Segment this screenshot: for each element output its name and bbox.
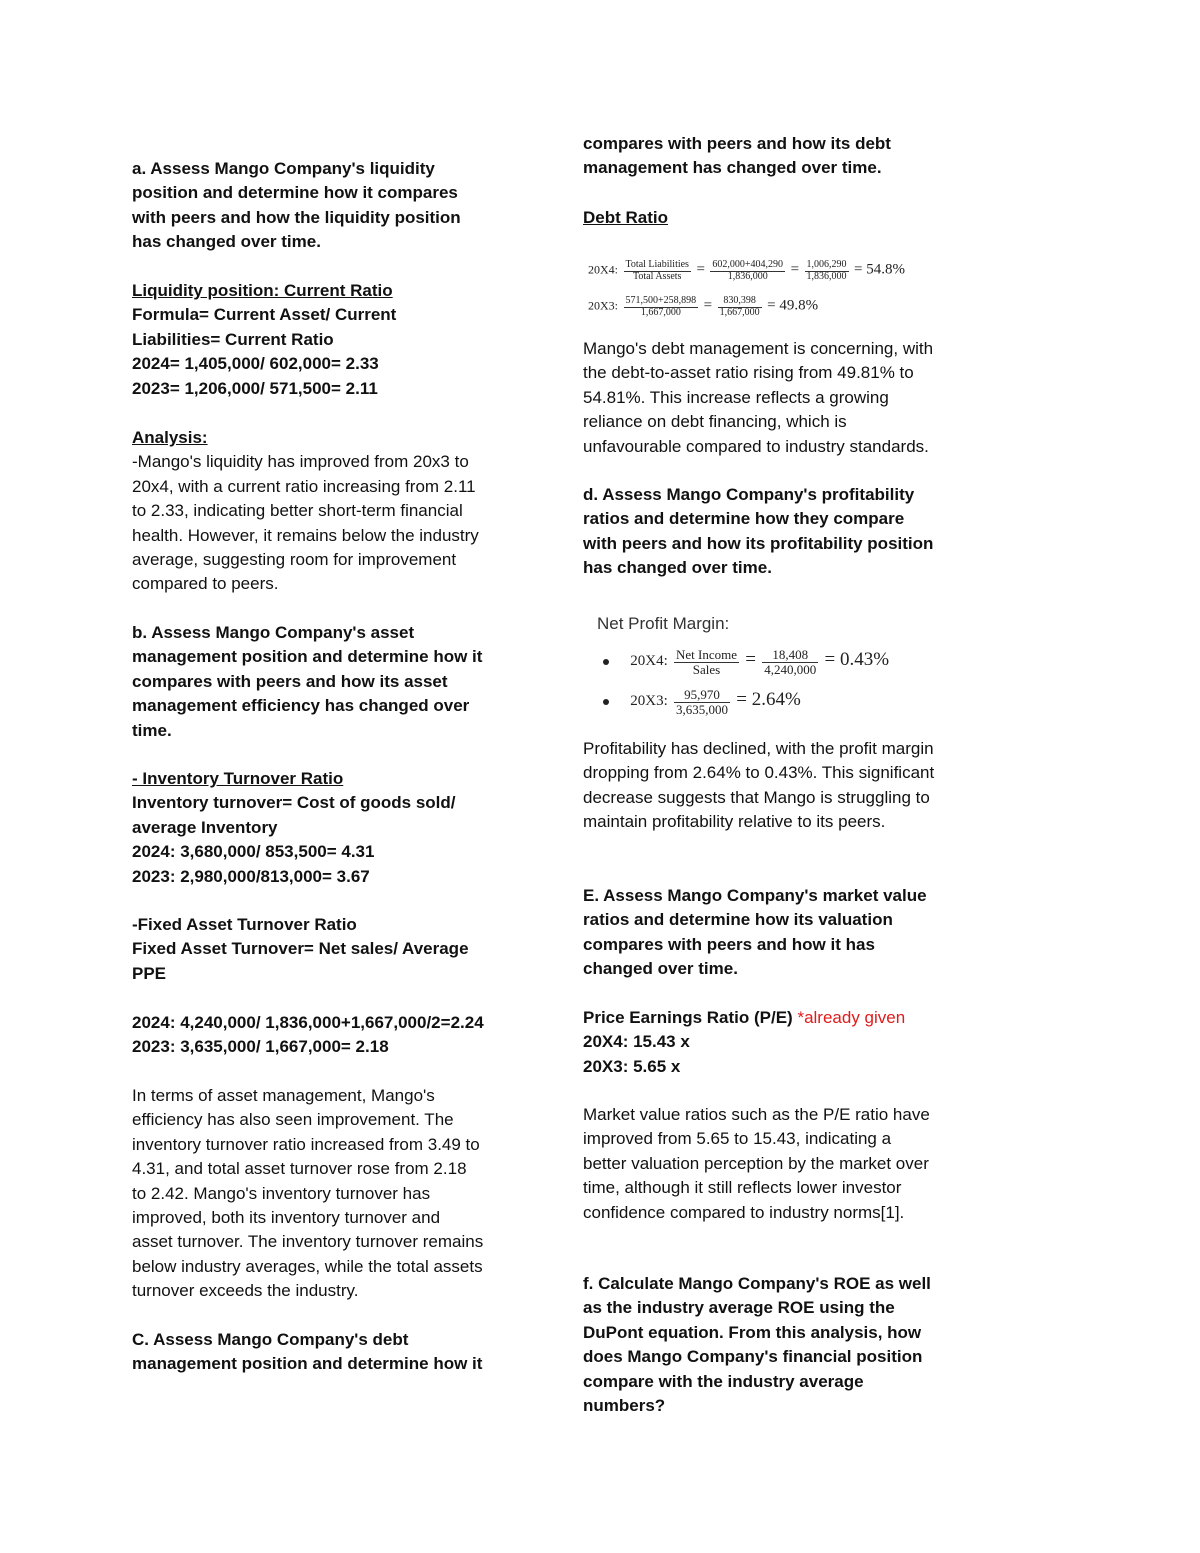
heading-line: C. Assess Mango Company's debt bbox=[132, 1330, 409, 1349]
liquidity-line: Liabilities= Current Ratio bbox=[132, 329, 334, 349]
fixed-asset-calc-line: 2024: 4,240,000/ 1,836,000+1,667,000/2=2.24 bbox=[132, 1013, 484, 1032]
equation-result: = 54.8% bbox=[854, 261, 905, 278]
paragraph-line: Market value ratios such as the P/E ratio have bbox=[583, 1105, 930, 1124]
fraction-denominator: Total Assets bbox=[632, 270, 682, 282]
paragraph-line: asset turnover. The inventory turnover remains bbox=[132, 1232, 484, 1252]
debt-ratio-title bbox=[583, 206, 978, 230]
inventory-line: Inventory turnover= Cost of goods sold/ bbox=[132, 793, 456, 813]
paragraph-line: 4.31, and total asset turnover rose from 2.18 bbox=[132, 1159, 467, 1179]
pe-title: Price Earnings Ratio (P/E) bbox=[583, 1008, 798, 1027]
paragraph-line: the debt-to-asset ratio rising from 49.81% to bbox=[583, 363, 914, 383]
heading-line: management position and determine how it bbox=[132, 1354, 483, 1374]
paragraph-line: to 2.42. Mango's inventory turnover has bbox=[132, 1183, 431, 1203]
analysis-line: to 2.33, indicating better short-term financial bbox=[132, 501, 463, 521]
analysis-line: 20x4, with a current ratio increasing from 2.11 bbox=[132, 476, 476, 496]
fraction-denominator: 1,836,000 bbox=[806, 270, 847, 282]
fraction-numerator: Total Liabilities bbox=[625, 259, 689, 270]
paragraph-line: reliance on debt financing, which is bbox=[583, 412, 847, 432]
question-a-heading bbox=[132, 157, 527, 255]
market-value-paragraph bbox=[583, 1103, 978, 1225]
fixed-asset-line: Fixed Asset Turnover= Net sales/ Average bbox=[132, 939, 469, 959]
bullet-icon bbox=[603, 699, 609, 705]
heading-line: management position and determine how it bbox=[132, 647, 483, 667]
asset-management-paragraph bbox=[132, 1084, 527, 1304]
heading-line: has changed over time. bbox=[583, 558, 772, 578]
heading-line: management has changed over time. bbox=[583, 158, 882, 178]
heading-line: time. bbox=[132, 720, 172, 740]
paragraph-line: better valuation perception by the market over bbox=[583, 1153, 929, 1173]
heading-line: b. Assess Mango Company's asset bbox=[132, 623, 415, 642]
fraction-numerator: 18,408 bbox=[762, 648, 818, 663]
fraction-denominator: 3,635,000 bbox=[676, 701, 728, 717]
heading-line: f. Calculate Mango Company's ROE as well bbox=[583, 1274, 931, 1293]
heading-line: DuPont equation. From this analysis, how bbox=[583, 1322, 922, 1342]
heading-line: compares with peers and how its asset bbox=[132, 671, 448, 691]
pe-line: 20X3: 5.65 x bbox=[583, 1056, 681, 1076]
question-b-heading bbox=[132, 621, 527, 743]
paragraph-line: improved, both its inventory turnover and bbox=[132, 1208, 441, 1228]
equation-result: = 0.43% bbox=[824, 649, 890, 671]
liquidity-line: 2024= 1,405,000/ 602,000= 2.33 bbox=[132, 354, 379, 374]
analysis-line: average, suggesting room for improvement bbox=[132, 550, 457, 570]
fraction-denominator: Sales bbox=[692, 661, 721, 677]
equation-result: = 2.64% bbox=[736, 689, 801, 711]
fixed-asset-line: PPE bbox=[132, 963, 167, 983]
paragraph-line: 54.81%. This increase reflects a growing bbox=[583, 387, 889, 407]
fraction-numerator: 1,006,290 bbox=[806, 259, 847, 270]
heading-line: management efficiency has changed over bbox=[132, 696, 470, 716]
paragraph-line: dropping from 2.64% to 0.43%. This significant bbox=[583, 763, 935, 783]
fixed-asset-calculation bbox=[132, 1011, 527, 1060]
paragraph-line: turnover exceeds the industry. bbox=[132, 1281, 359, 1301]
heading-line: a. Assess Mango Company's liquidity bbox=[132, 159, 435, 178]
paragraph-line: maintain profitability relative to its peers. bbox=[583, 812, 886, 832]
profitability-paragraph bbox=[583, 737, 978, 835]
analysis-line: -Mango's liquidity has improved from 20x3 to bbox=[132, 452, 469, 472]
heading-line: position and determine how it compares bbox=[132, 183, 458, 203]
fraction-numerator: 571,500+258,898 bbox=[625, 295, 697, 306]
net-profit-margin-20x3 bbox=[603, 688, 801, 716]
liquidity-line: 2023= 1,206,000/ 571,500= 2.11 bbox=[132, 378, 378, 398]
equation-label: 20X4: bbox=[630, 653, 668, 670]
heading-line: has changed over time. bbox=[132, 232, 321, 252]
fixed-asset-section bbox=[132, 913, 527, 986]
heading-line: ratios and determine how its valuation bbox=[583, 910, 893, 930]
inventory-line: average Inventory bbox=[132, 817, 278, 837]
heading-line: numbers? bbox=[583, 1396, 666, 1416]
liquidity-line: Formula= Current Asset/ Current bbox=[132, 305, 397, 325]
fraction-denominator: 1,667,000 bbox=[640, 306, 681, 318]
inventory-line: 2024: 3,680,000/ 853,500= 4.31 bbox=[132, 842, 375, 862]
fixed-asset-line: -Fixed Asset Turnover Ratio bbox=[132, 915, 357, 934]
equation-fraction bbox=[805, 260, 849, 282]
debt-management-paragraph bbox=[583, 337, 978, 459]
paragraph-line: Profitability has declined, with the profit margin bbox=[583, 739, 934, 758]
question-f-heading bbox=[583, 1272, 978, 1418]
equation-label: 20X4: bbox=[588, 262, 618, 277]
paragraph-line: In terms of asset management, Mango's bbox=[132, 1086, 435, 1105]
heading-line: compare with the industry average bbox=[583, 1371, 864, 1391]
heading-line: does Mango Company's financial position bbox=[583, 1347, 923, 1367]
equation-fraction bbox=[710, 260, 785, 282]
equation-result: = 49.8% bbox=[767, 297, 819, 314]
heading-line: E. Assess Mango Company's market value bbox=[583, 886, 927, 905]
debt-title: Debt Ratio bbox=[583, 208, 668, 227]
equation-label: 20X3: bbox=[630, 693, 668, 710]
fraction-numerator: 830,398 bbox=[718, 296, 762, 308]
fraction-numerator: 95,970 bbox=[674, 688, 730, 703]
equation-fraction bbox=[624, 260, 691, 282]
analysis-line: compared to peers. bbox=[132, 574, 279, 594]
question-d-heading bbox=[583, 483, 978, 581]
equation-fraction bbox=[624, 296, 699, 318]
heading-line: with peers and how its profitability position bbox=[583, 533, 934, 553]
paragraph-line: confidence compared to industry norms[1]. bbox=[583, 1202, 905, 1222]
paragraph-line: decrease suggests that Mango is struggling to bbox=[583, 787, 930, 807]
fixed-asset-calc-line: 2023: 3,635,000/ 1,667,000= 2.18 bbox=[132, 1037, 389, 1057]
question-e-heading bbox=[583, 884, 978, 982]
equation-fraction bbox=[718, 296, 762, 318]
paragraph-line: inventory turnover ratio increased from 3.49 to bbox=[132, 1134, 480, 1154]
fraction-denominator: 1,836,000 bbox=[727, 270, 768, 282]
inventory-title: - Inventory Turnover Ratio bbox=[132, 769, 344, 788]
heading-line: ratios and determine how they compare bbox=[583, 509, 905, 529]
analysis-line: health. However, it remains below the industry bbox=[132, 525, 479, 545]
fraction-numerator: 602,000+404,290 bbox=[712, 259, 784, 270]
equation-fraction bbox=[674, 648, 739, 676]
question-c-heading bbox=[132, 1328, 527, 1377]
pe-ratio-section bbox=[583, 1006, 978, 1079]
fraction-denominator: 4,240,000 bbox=[764, 661, 817, 677]
liquidity-title: Liquidity position: Current Ratio bbox=[132, 281, 393, 300]
heading-line: with peers and how the liquidity position bbox=[132, 207, 461, 227]
heading-line: as the industry average ROE using the bbox=[583, 1298, 895, 1318]
paragraph-line: improved from 5.65 to 15.43, indicating a bbox=[583, 1129, 892, 1149]
fraction-numerator: Net Income bbox=[676, 647, 738, 662]
paragraph-line: below industry averages, while the total assets bbox=[132, 1256, 483, 1276]
heading-line: changed over time. bbox=[583, 959, 738, 979]
debt-ratio-equation-20x3: 20X3: $\frac{571,500+258,898}{1,667,000}$ = $\frac{830,398}{1,667,000}$ = 49.8% bbox=[588, 295, 819, 318]
equation-fraction bbox=[762, 648, 818, 676]
paragraph-line: time, although it still reflects lower investor bbox=[583, 1178, 902, 1198]
paragraph-line: efficiency has also seen improvement. The bbox=[132, 1110, 454, 1130]
net-profit-margin-20x4: 20X4: $\frac{\text{Net Income}}{\text{Sales}}$ = $\frac{18,408}{4,240,000}$ = 0.43% bbox=[603, 648, 889, 676]
inventory-turnover-section bbox=[132, 767, 527, 889]
question-c-heading-continued bbox=[583, 132, 978, 181]
bullet-icon bbox=[603, 659, 609, 665]
pe-line: 20X4: 15.43 x bbox=[583, 1032, 690, 1052]
heading-line: compares with peers and how its debt bbox=[583, 134, 891, 153]
net-profit-margin-title: Net Profit Margin: bbox=[597, 614, 730, 633]
paragraph-line: unfavourable compared to industry standards. bbox=[583, 436, 929, 456]
heading-line: compares with peers and how it has bbox=[583, 934, 875, 954]
liquidity-section bbox=[132, 279, 527, 401]
inventory-line: 2023: 2,980,000/813,000= 3.67 bbox=[132, 866, 370, 886]
equation-label: 20X3: bbox=[588, 298, 618, 313]
analysis-section bbox=[132, 426, 527, 597]
equation-fraction bbox=[674, 688, 730, 716]
pe-note: *already given bbox=[797, 1008, 906, 1027]
analysis-title: Analysis: bbox=[132, 428, 208, 447]
paragraph-line: Mango's debt management is concerning, with bbox=[583, 339, 934, 358]
pe-title-line bbox=[583, 1006, 978, 1030]
heading-line: d. Assess Mango Company's profitability bbox=[583, 485, 915, 504]
fraction-denominator: 1,667,000 bbox=[719, 306, 760, 318]
debt-ratio-equation-20x4: 20X4: $\frac{\text{Total Liabilities}}{\text{Total Assets}}$ = $\frac{602,000+404,290}{1,836,000}$ = $\frac{1,006,290}{1,836,000}$ = 54.8% bbox=[588, 259, 905, 282]
